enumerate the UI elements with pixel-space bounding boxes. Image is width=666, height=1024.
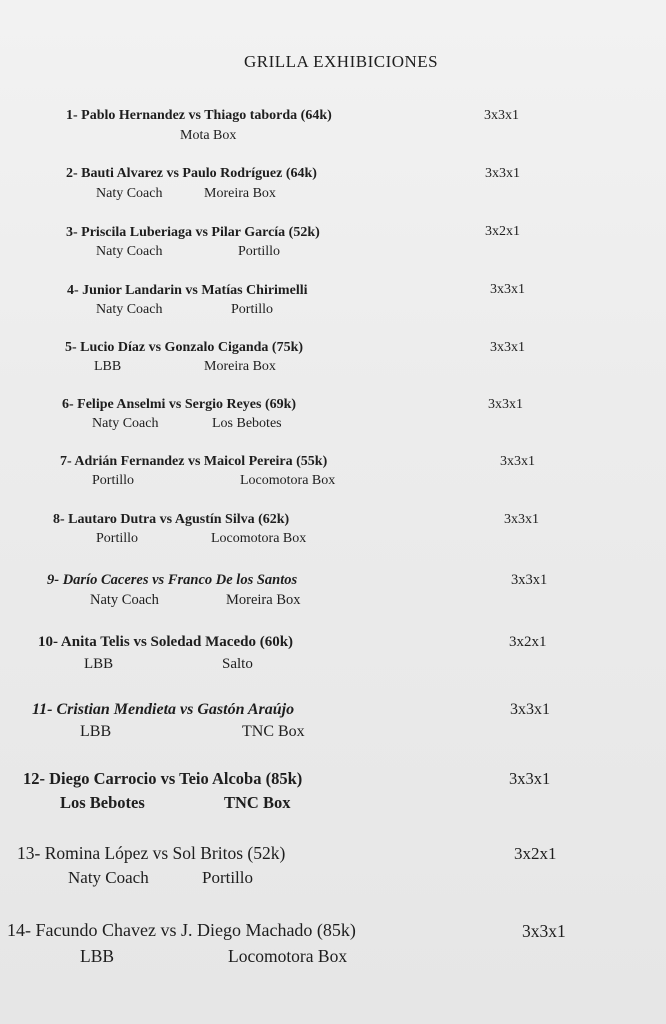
- bout-4-format: 3x3x1: [490, 282, 525, 297]
- bout-14-format: 3x3x1: [522, 921, 566, 941]
- bout-6-format: 3x3x1: [488, 397, 523, 412]
- bout-13-title: 13- Romina López vs Sol Britos (52k): [17, 843, 286, 863]
- bout-3-format: 3x2x1: [485, 224, 520, 239]
- bout-7-title: 7- Adrián Fernandez vs Maicol Pereira (55k): [60, 454, 328, 469]
- page-title: GRILLA EXHIBICIONES: [244, 52, 439, 71]
- bout-5-team-b: Moreira Box: [204, 359, 276, 374]
- bout-12-title: 12- Diego Carrocio vs Teio Alcoba (85k): [23, 769, 303, 788]
- bout-13-team-b: Portillo: [202, 868, 254, 887]
- bout-9-team-a: Naty Coach: [90, 592, 159, 608]
- bout-9-team-b: Moreira Box: [226, 592, 301, 608]
- bout-7-team-a: Portillo: [92, 473, 135, 488]
- bout-1-team-a: Mota Box: [180, 128, 237, 143]
- bout-6-title: 6- Felipe Anselmi vs Sergio Reyes (69k): [62, 397, 297, 412]
- bout-11-format: 3x3x1: [510, 701, 550, 718]
- bout-2-team-b: Moreira Box: [204, 186, 276, 201]
- bout-12-team-a: Los Bebotes: [60, 793, 145, 812]
- bout-12-team-b: TNC Box: [224, 793, 291, 812]
- bout-5-format: 3x3x1: [490, 340, 525, 355]
- bout-13-format: 3x2x1: [514, 844, 557, 863]
- bout-4-title: 4- Junior Landarin vs Matías Chirimelli: [67, 283, 308, 298]
- bout-11-title: 11- Cristian Mendieta vs Gastón Araújo: [32, 701, 295, 718]
- bout-10-format: 3x2x1: [509, 634, 547, 650]
- bout-10-team-a: LBB: [84, 656, 114, 672]
- bout-1-title: 1- Pablo Hernandez vs Thiago taborda (64k): [66, 108, 332, 123]
- bout-8-team-b: Locomotora Box: [211, 531, 307, 546]
- bout-11-team-b: TNC Box: [242, 723, 305, 740]
- bout-7-team-b: Locomotora Box: [240, 473, 336, 488]
- bout-13-team-a: Naty Coach: [68, 868, 149, 887]
- bout-8-title: 8- Lautaro Dutra vs Agustín Silva (62k): [53, 512, 290, 527]
- bout-10-title: 10- Anita Telis vs Soledad Macedo (60k): [38, 634, 294, 650]
- bout-3-title: 3- Priscila Luberiaga vs Pilar García (52k): [66, 225, 320, 240]
- bout-5-title: 5- Lucio Díaz vs Gonzalo Ciganda (75k): [65, 340, 304, 355]
- bout-3-team-b: Portillo: [238, 244, 281, 259]
- bout-12-format: 3x3x1: [509, 769, 551, 788]
- bout-1-format: 3x3x1: [484, 108, 519, 123]
- bout-14-title: 14- Facundo Chavez vs J. Diego Machado (85k): [7, 920, 356, 940]
- bout-2-team-a: Naty Coach: [96, 186, 163, 201]
- bout-14-team-a: LBB: [80, 946, 115, 966]
- bout-6-team-b: Los Bebotes: [212, 416, 282, 431]
- bout-3-team-a: Naty Coach: [96, 244, 163, 259]
- bout-2-title: 2- Bauti Alvarez vs Paulo Rodríguez (64k): [66, 166, 317, 181]
- bout-6-team-a: Naty Coach: [92, 416, 159, 431]
- bout-4-team-a: Naty Coach: [96, 302, 163, 317]
- bout-8-team-a: Portillo: [96, 531, 139, 546]
- bout-4-team-b: Portillo: [231, 302, 274, 317]
- bout-11-team-a: LBB: [80, 723, 112, 740]
- bout-10-team-b: Salto: [222, 656, 253, 672]
- bout-5-team-a: LBB: [94, 359, 122, 374]
- bout-8-format: 3x3x1: [504, 512, 539, 527]
- bout-9-format: 3x3x1: [511, 572, 548, 588]
- bout-9-title: 9- Darío Caceres vs Franco De los Santos: [47, 572, 298, 588]
- bout-7-format: 3x3x1: [500, 454, 535, 469]
- bout-2-format: 3x3x1: [485, 166, 520, 181]
- bout-14-team-b: Locomotora Box: [228, 946, 348, 966]
